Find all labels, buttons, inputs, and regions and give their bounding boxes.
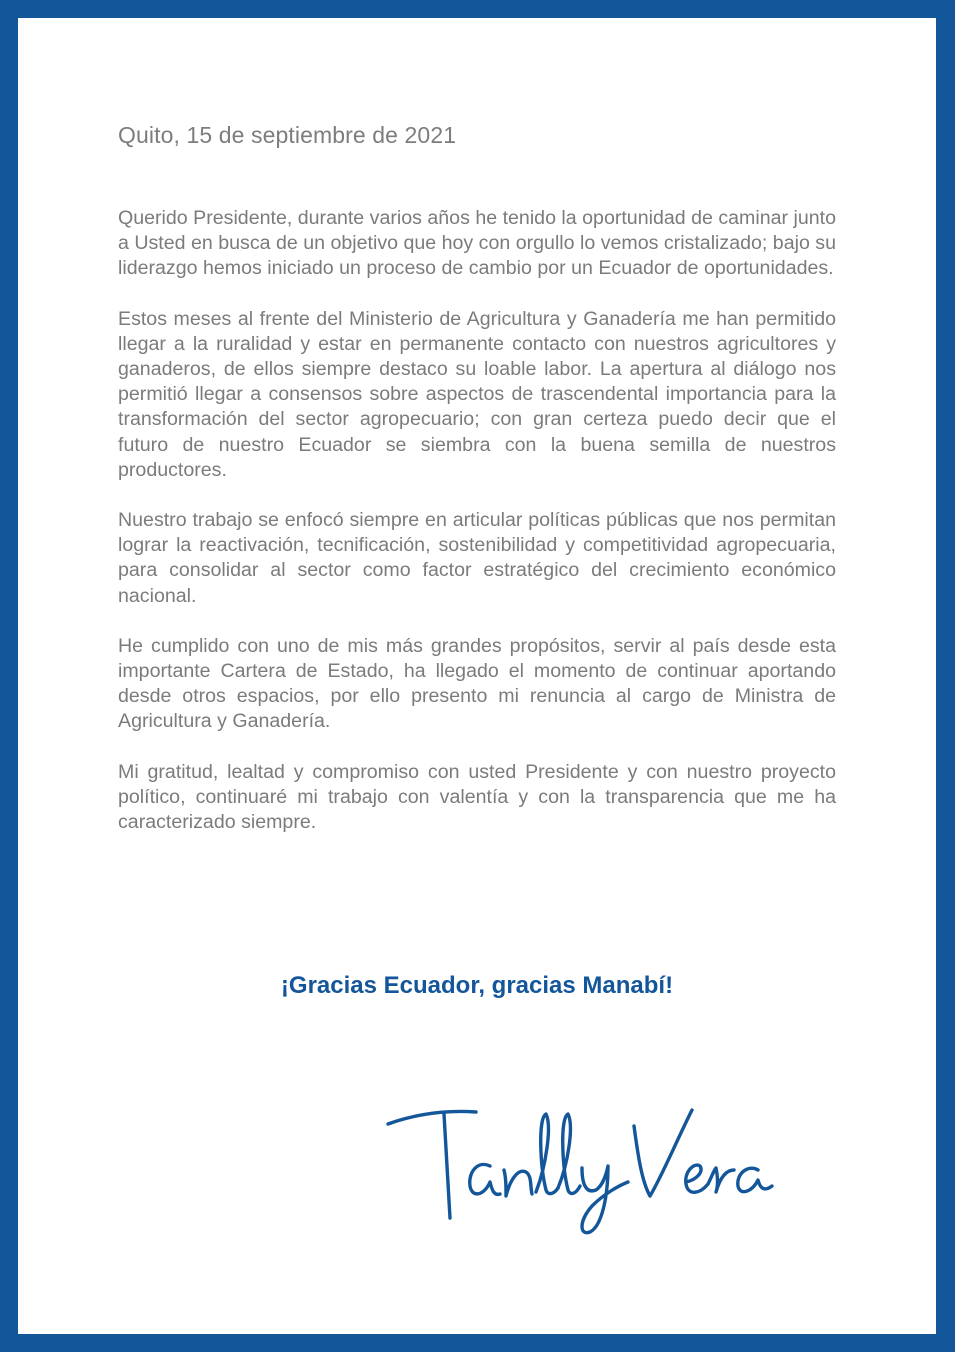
closing-line: ¡Gracias Ecuador, gracias Manabí! — [280, 972, 674, 999]
signature-stroke-t-stem — [444, 1114, 450, 1218]
signature-stroke-t-bar — [388, 1112, 476, 1125]
paragraph-3: Nuestro trabajo se enfocó siempre en articular políticas públicas que nos permitan lograr la reactivación, tecnificación, sostenibilidad y competitividad agropecuaria, para consolidar al sector como factor estratégico del crecimiento económico nacional. — [118, 509, 836, 607]
signature-stroke-e — [686, 1165, 708, 1192]
paragraph-4: He cumplido con uno de mis más grandes propósitos, servir al país desde esta importante Cartera de Estado, ha llegado el momento de continuar aportando desde otros espacios, por ello presento mi renuncia al cargo de Ministra de Agricultura y Ganadería. — [118, 634, 836, 733]
signature-stroke-v — [634, 1110, 692, 1196]
paragraph-5: Mi gratitud, lealtad y compromiso con usted Presidente y con nuestro proyecto político, continuaré mi trabajo con valentía y con la transparencia que me ha caracterizado siempre. — [118, 760, 836, 834]
signature-stroke-n — [504, 1170, 532, 1196]
signature-stroke-a2 — [738, 1168, 772, 1191]
signature-stroke-l1 — [536, 1114, 558, 1194]
handwritten-signature — [386, 1086, 786, 1236]
signature-stroke-r — [708, 1168, 734, 1192]
signature-stroke-a — [470, 1164, 500, 1194]
signature-stroke-y — [582, 1166, 628, 1233]
signature-stroke-l2 — [558, 1114, 580, 1193]
paragraph-1: Querido Presidente, durante varios años he tenido la oportunidad de caminar junto a Usted en busca de un objetivo que hoy con orgullo lo vemos cristalizado; bajo su liderazgo hemos iniciado un proceso de cambio por un Ecuador de oportunidades. — [118, 207, 836, 280]
paragraph-2: Estos meses al frente del Ministerio de Agricultura y Ganadería me han permitido llegar a la ruralidad y estar en permanente contacto con nuestros agricultores y ganaderos, de ellos siempre destaco su loable labor. La apertura al diálogo nos permitió llegar a consensos sobre aspectos de trascendental importancia para la transformación del sector agropecuario; con gran certeza puedo decir que el futuro de nuestro Ecuador se siembra con la buena semilla de nuestros productores. — [118, 307, 836, 481]
letter-date: Quito, 15 de septiembre de 2021 — [118, 122, 457, 148]
letter-paper — [18, 18, 936, 1334]
letter-body — [118, 206, 836, 860]
